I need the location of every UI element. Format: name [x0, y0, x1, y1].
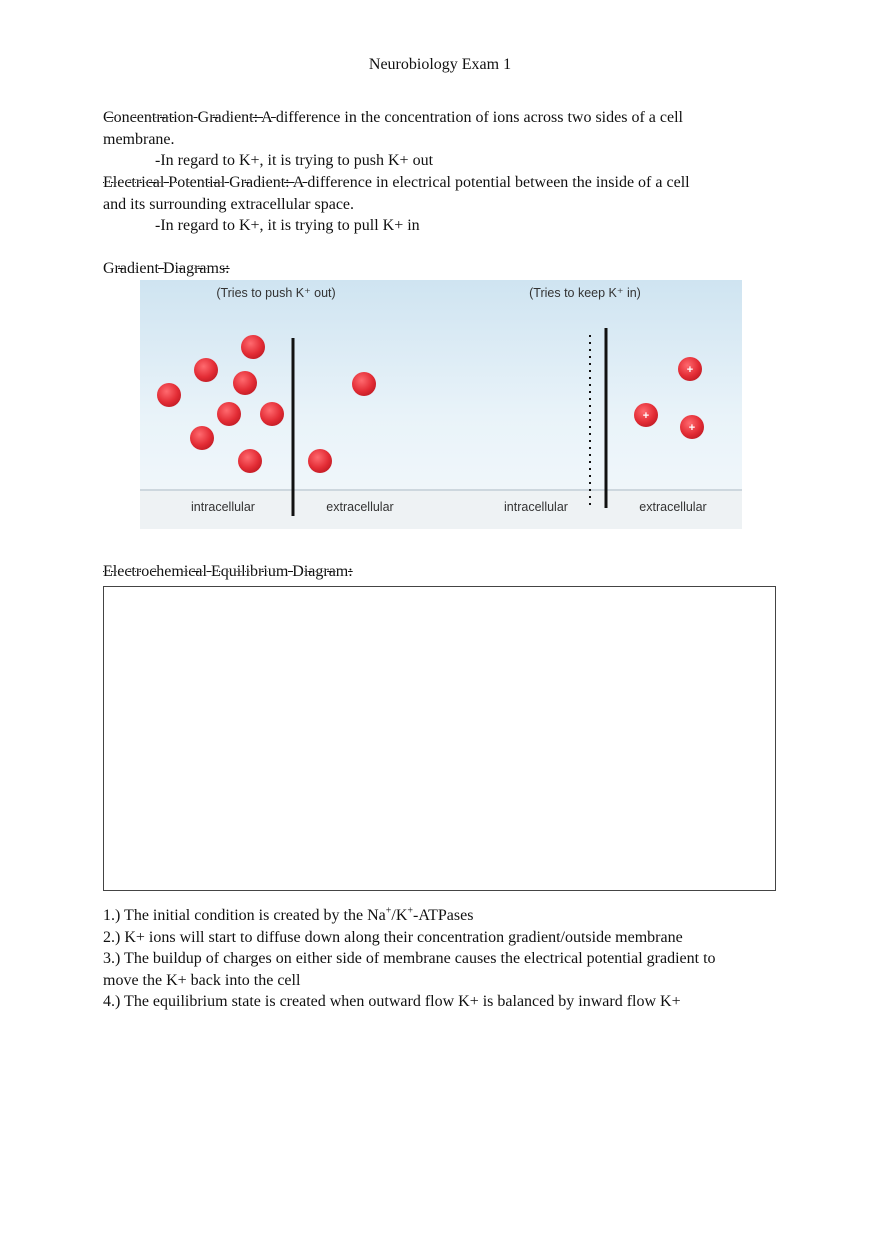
- step-1-sup: +: [407, 905, 414, 917]
- step-2: 2.) K+ ions will start to diffuse down along their concentration gradient/outside membrane: [103, 928, 683, 946]
- steps-list: [103, 905, 783, 1013]
- electrical-note: -In regard to K+, it is trying to pull K+ in: [155, 217, 420, 234]
- step-4: 4.) The equilibrium state is created when outward flow K+ is balanced by inward flow K+: [103, 993, 681, 1010]
- concentration-text-cont: membrane.: [103, 130, 175, 148]
- ion: [194, 358, 218, 382]
- ion: [308, 449, 332, 473]
- step-1-sup: +: [385, 905, 392, 917]
- concentration-definition: [103, 107, 783, 172]
- step-3-cont: move the K+ back into the cell: [103, 971, 301, 989]
- concentration-text: difference in the concentration of ions across two sides of a cell: [275, 109, 683, 126]
- ion-charge: +: [686, 364, 694, 376]
- step-1-text: 1.) The initial condition is created by the Na: [103, 907, 386, 924]
- page-title: Neurobiology Exam 1: [368, 56, 512, 73]
- label-extracellular-left: extracellular: [326, 500, 394, 514]
- ion: [352, 372, 376, 396]
- right-caption: (Tries to keep K⁺ in): [529, 286, 641, 300]
- step-1-text-mid: /K: [391, 907, 408, 924]
- label-intracellular-left: intracellular: [191, 500, 255, 514]
- electrical-text: difference in electrical potential between the inside of a cell: [307, 174, 690, 191]
- ion: [233, 371, 257, 395]
- ion-charge: +: [642, 410, 650, 422]
- label-intracellular-right: intracellular: [504, 500, 568, 514]
- step-1: [103, 905, 783, 927]
- step-3: 3.) The buildup of charges on either side of membrane causes the electrical potential gradient to: [103, 950, 716, 967]
- electrical-term: Electrical Potential Gradient: A: [103, 174, 308, 191]
- left-ions: [157, 335, 376, 473]
- ion: [238, 449, 262, 473]
- equilibrium-diagram-heading: Electrochemical Equilibrium Diagram:: [103, 563, 353, 580]
- ion: [217, 402, 241, 426]
- gradient-diagram-svg: [140, 280, 742, 529]
- electrical-text-cont: and its surrounding extracellular space.: [103, 195, 355, 213]
- ion: [260, 402, 284, 426]
- ion: [190, 426, 214, 450]
- equilibrium-diagram-box: [103, 586, 776, 891]
- right-ions: [634, 357, 704, 439]
- gradient-diagrams-heading: Gradient Diagrams:: [103, 260, 230, 277]
- step-1-text-end: -ATPases: [413, 907, 474, 924]
- left-caption: (Tries to push K⁺ out): [216, 286, 336, 300]
- ion: [241, 335, 265, 359]
- label-extracellular-right: extracellular: [639, 500, 707, 514]
- electrical-definition: [103, 172, 783, 237]
- gradient-diagram-figure: [140, 280, 742, 529]
- concentration-note: -In regard to K+, it is trying to push K+ out: [155, 152, 434, 169]
- concentration-term: Concentration Gradient: A: [103, 109, 276, 126]
- ion-charge: +: [688, 422, 696, 434]
- ion: [157, 383, 181, 407]
